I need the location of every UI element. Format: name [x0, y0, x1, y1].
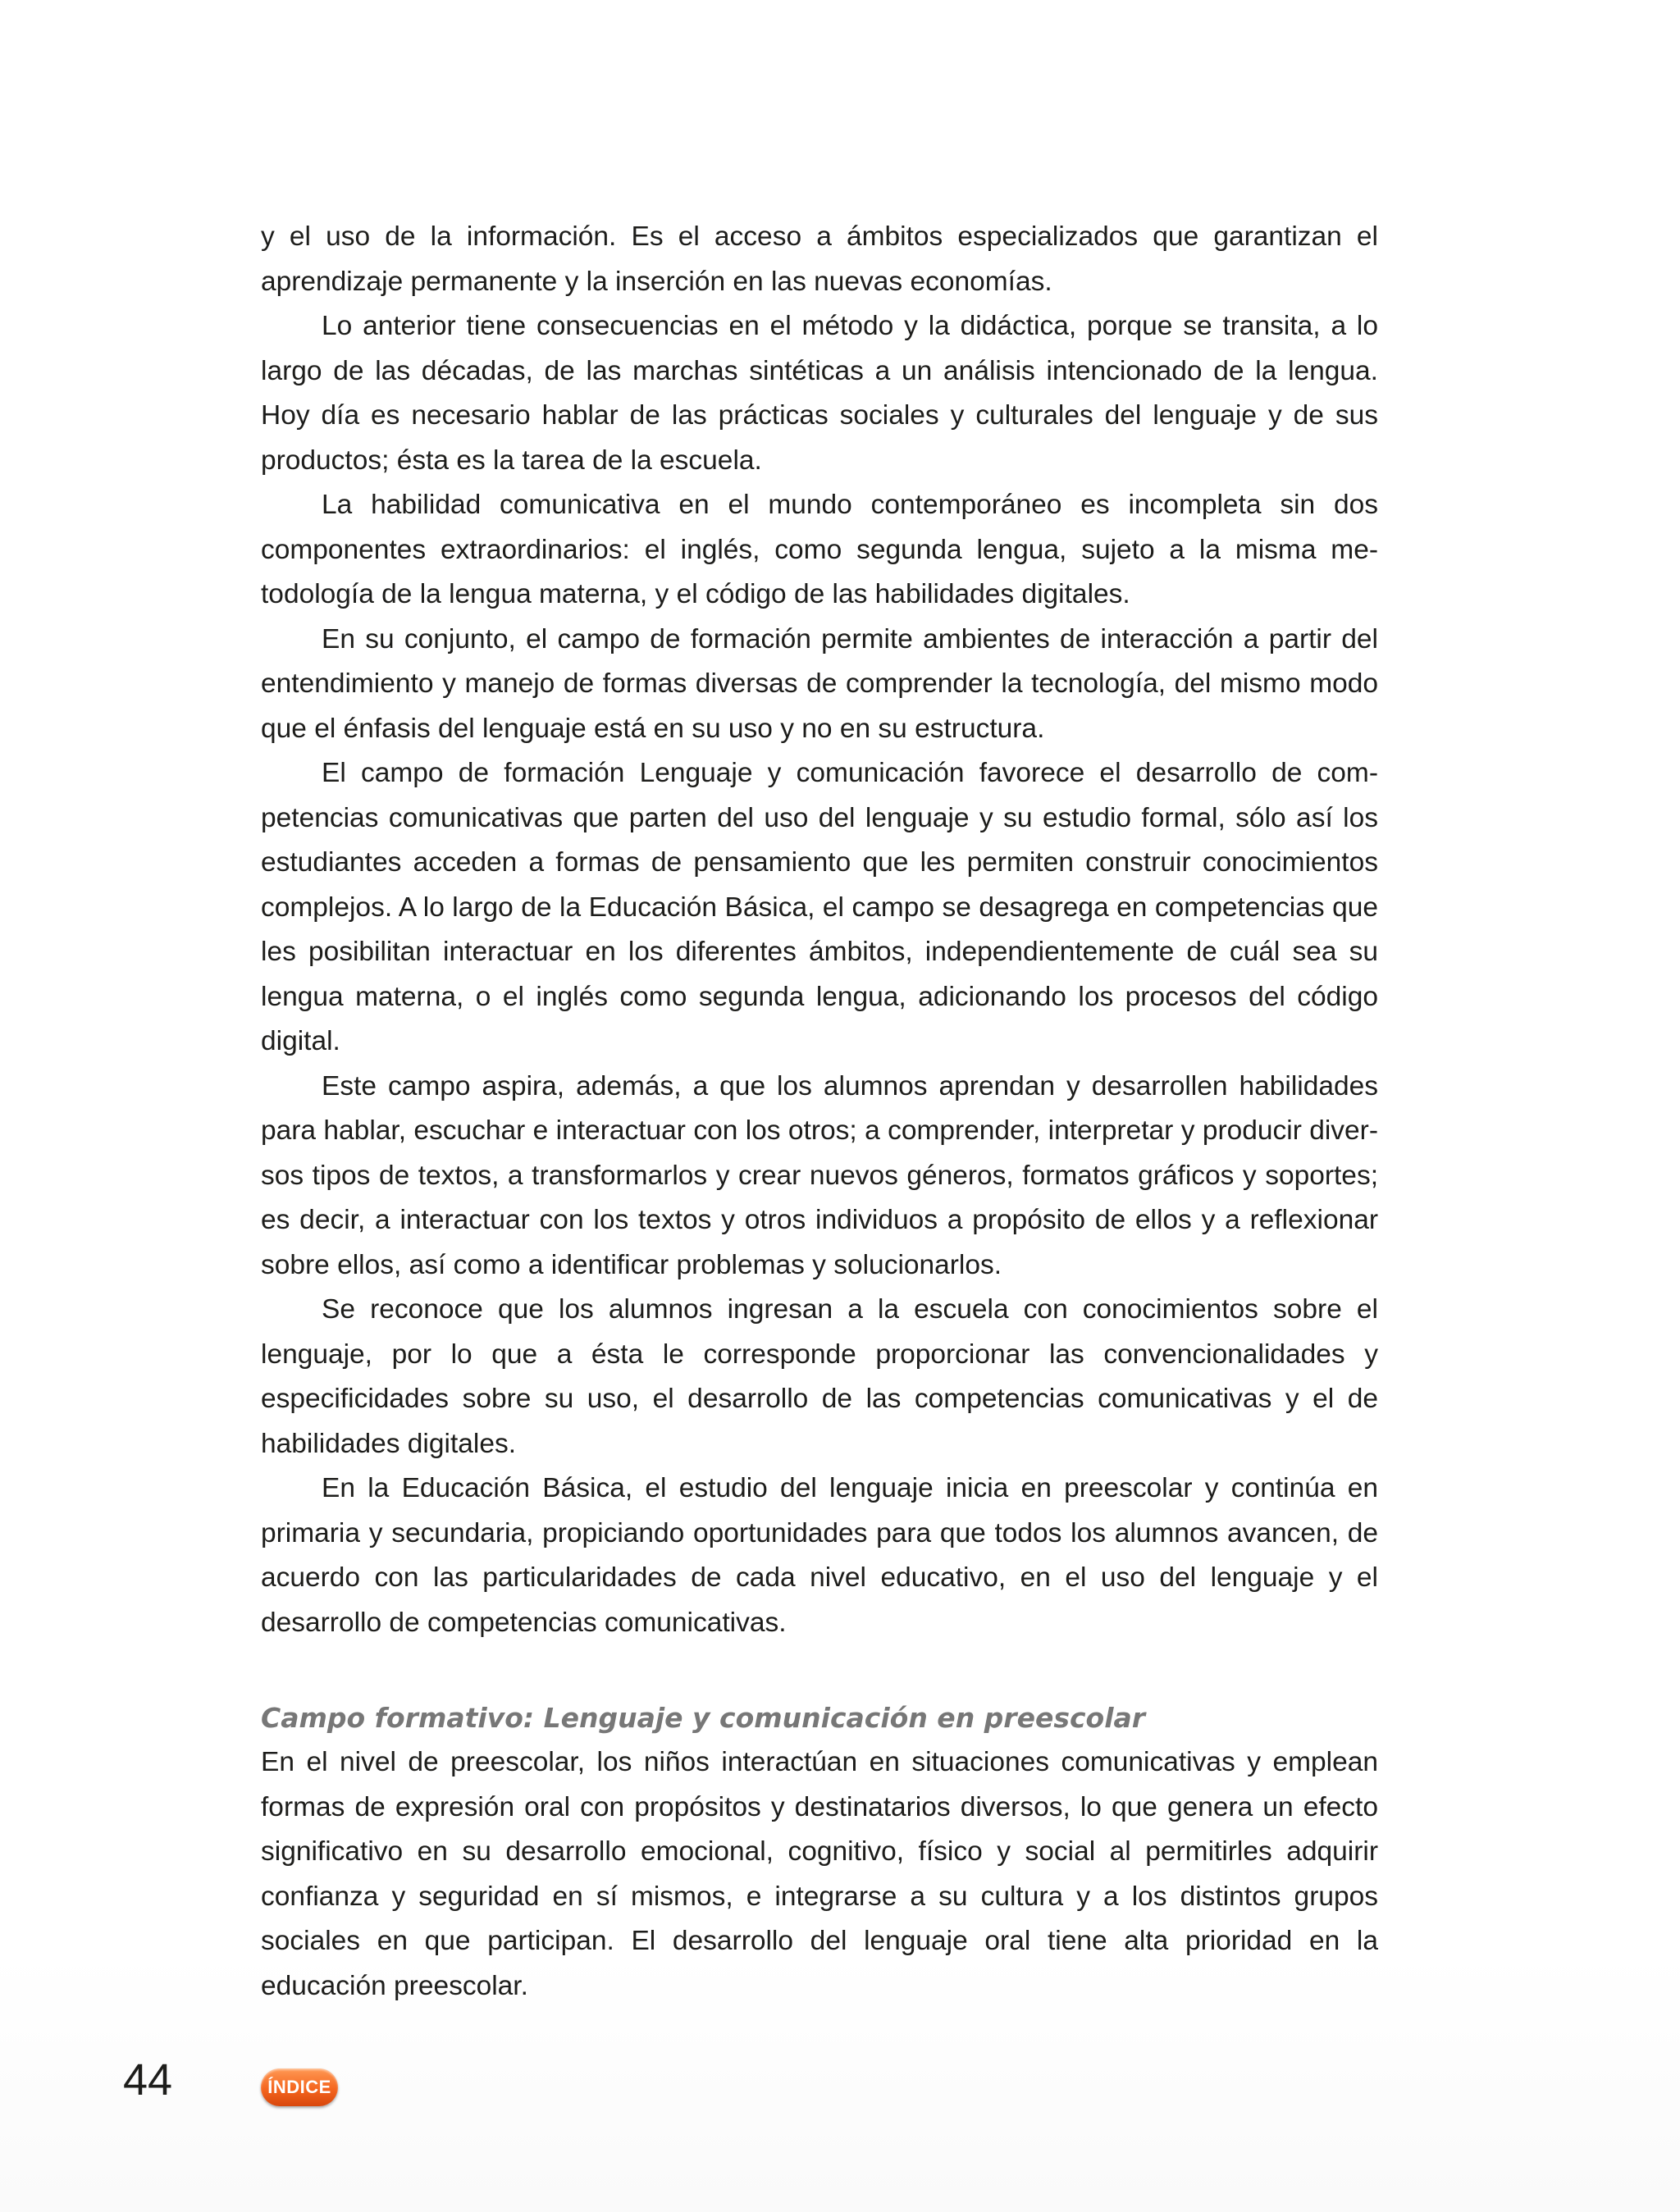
section-heading: Campo formativo: Lenguaje y comunicación en preescolar — [261, 1702, 1146, 1734]
body-paragraph: La habilidad comunicativa en el mundo contemporáneo es incompleta sin dos componentes extraordinarios: el inglés, como segunda lengua, sujeto a la misma metodología de la lengua materna, y el código de las habilidades digitales. — [261, 490, 1378, 609]
page-number: 44 — [123, 2055, 173, 2105]
body-paragraph: Este campo aspira, además, a que los alumnos aprendan y desarrollen habilidades para hablar, escuchar e interactuar con los otros; a comprender, interpretar y producir diversos tipos de textos, a transformarlos y crear nuevos géneros, formatos gráficos y soportes; es decir, a interactuar con los textos y otros individuos a propósito de ellos y a reflexionar sobre ellos, así como a identificar problemas y solucionarlos. — [261, 1070, 1378, 1280]
body-paragraph: Se reconoce que los alumnos ingresan a la escuela con conocimientos sobre el lenguaje, por lo que a ésta le corresponde proporcionar las convencionalidades y especificidades sobre su uso, el desarrollo de las competencias comunicativas y el de habilidades digitales. — [261, 1294, 1378, 1459]
document-body — [261, 215, 1378, 2009]
body-paragraph: Lo anterior tiene consecuencias en el método y la didáctica, porque se transita, a lo largo de las décadas, de las marchas sintéticas a un análisis intencionado de la lengua. Hoy día es necesario hablar de las prácticas sociales y culturales del lenguaje y de sus productos; ésta es la tarea de la escuela. — [261, 311, 1378, 476]
body-paragraph: El campo de formación Lenguaje y comunicación favorece el desarrollo de competencias comunicativas que parten del uso del lenguaje y su estudio formal, sólo así los estudiantes acceden a formas de pensamiento que les permiten construir conocimientos complejos. A lo largo de la Educación Básica, el campo se desagrega en competencias que les posibilitan interactuar en los diferentes ámbitos, independientemente de cuál sea su lengua materna, o el inglés como segunda lengua, adicionando los procesos del código digital. — [261, 758, 1378, 1056]
body-paragraph: En la Educación Básica, el estudio del lenguaje inicia en preescolar y continúa en primaria y secundaria, propiciando oportunidades para que todos los alumnos avancen, de acuerdo con las particularidades de cada nivel educativo, en el uso del lenguaje y el desarrollo de competencias comunicativas. — [261, 1473, 1378, 1638]
body-paragraph: y el uso de la información. Es el acceso a ámbitos especializados que garantizan el aprendizaje permanente y la inserción en las nuevas economías. — [261, 221, 1378, 297]
index-button[interactable]: ÍNDICE — [261, 2068, 338, 2106]
section-paragraph: En el nivel de preescolar, los niños interactúan en situaciones comunicativas y emplean formas de expresión oral con propósitos y destinatarios diversos, lo que genera un efecto significativo en su desarrollo emocional, cognitivo, físico y social al permitirles adquirir confianza y seguridad en sí mismos, e integrarse a su cultura y a los distintos grupos sociales en que participan. El desarrollo del lenguaje oral tiene alta prioridad en la educación preescolar. — [261, 1747, 1378, 2001]
body-paragraph: En su conjunto, el campo de formación permite ambientes de interacción a partir del entendimiento y manejo de formas diversas de comprender la tecnología, del mismo modo que el énfasis del lenguaje está en su uso y no en su estructura. — [261, 623, 1378, 744]
